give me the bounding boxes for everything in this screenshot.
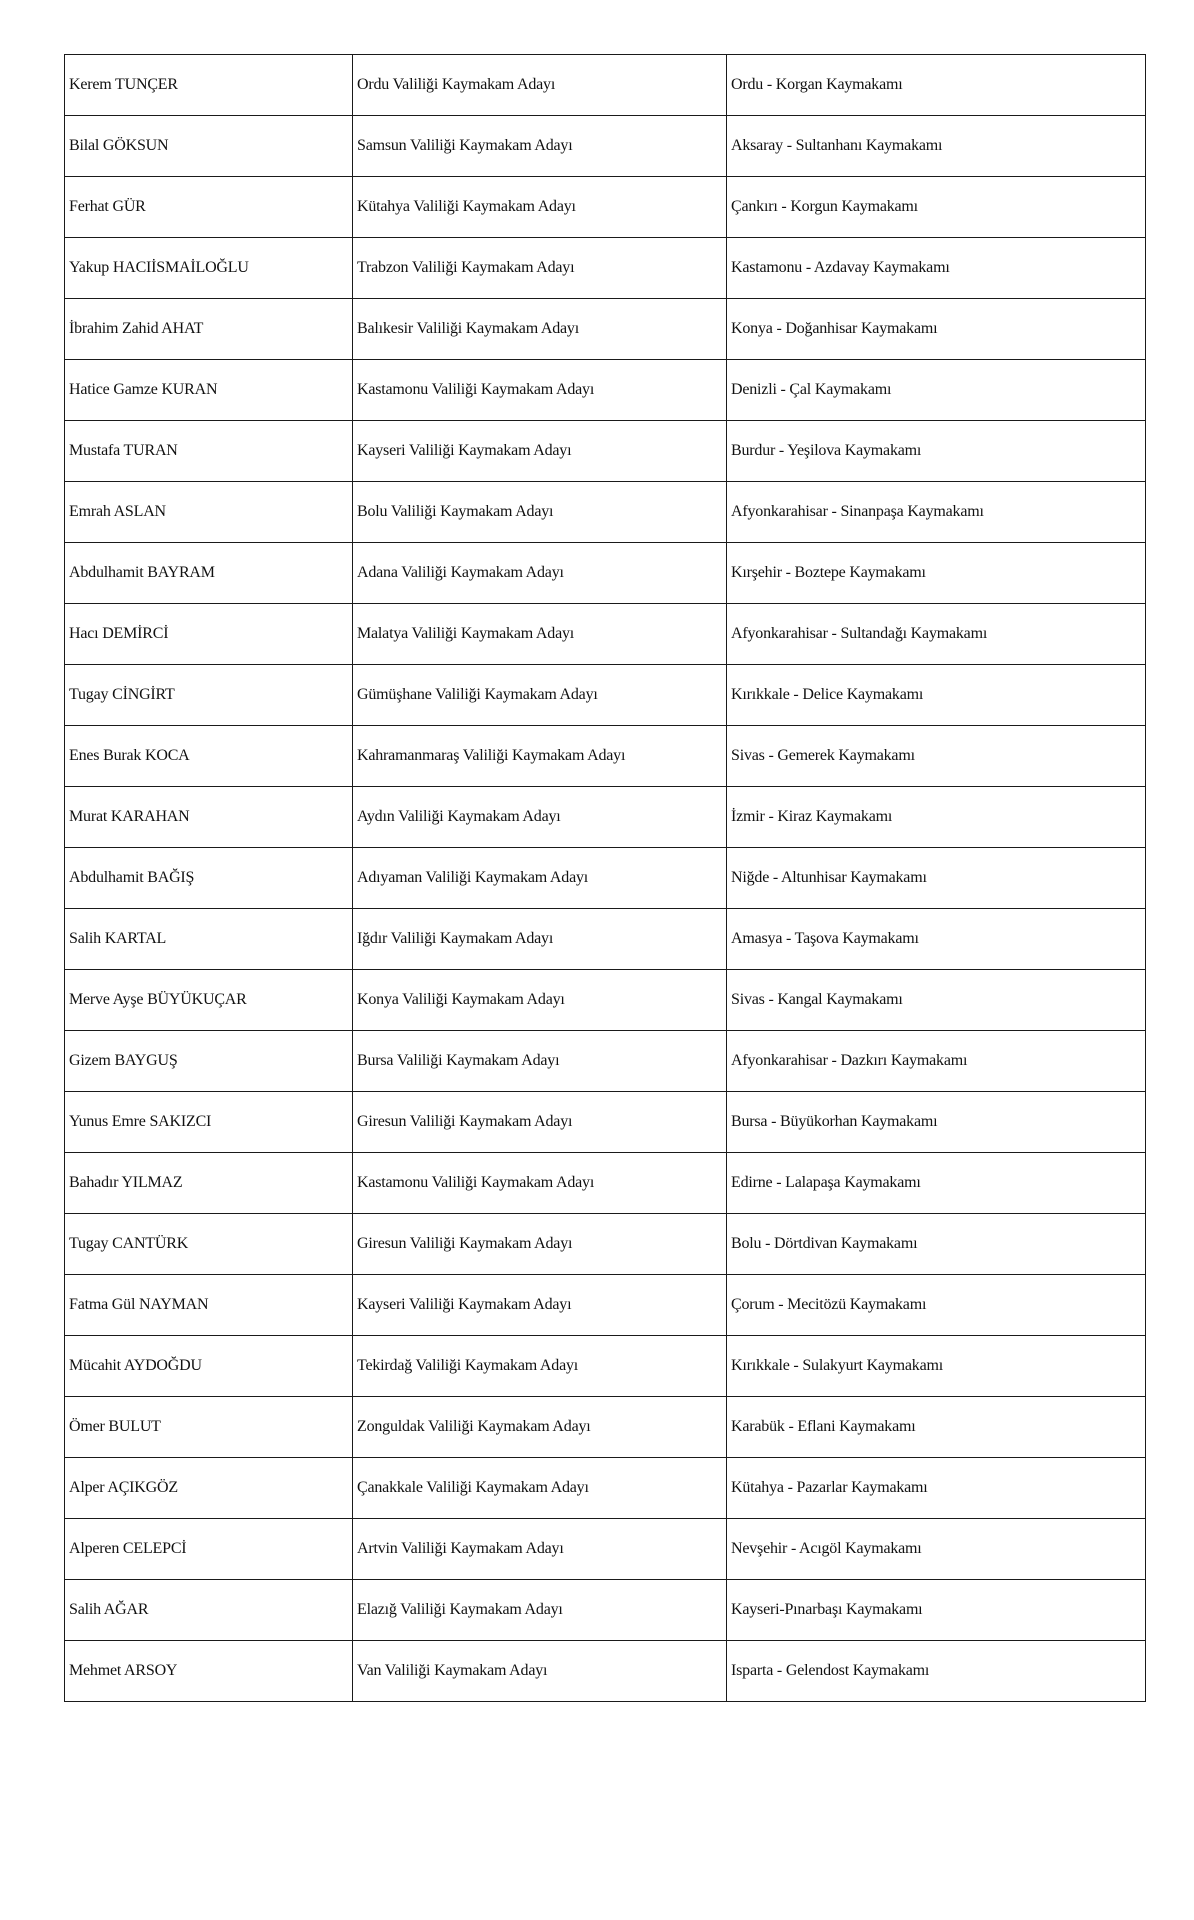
person-name-cell: Tugay CİNGİRT — [65, 665, 353, 726]
person-name-cell: Mehmet ARSOY — [65, 1641, 353, 1702]
table-row — [65, 665, 1146, 726]
new-post-cell: Denizli - Çal Kaymakamı — [727, 360, 1146, 421]
person-name-cell: Enes Burak KOCA — [65, 726, 353, 787]
current-post-cell: Bursa Valiliği Kaymakam Adayı — [353, 1031, 727, 1092]
current-post-cell: Iğdır Valiliği Kaymakam Adayı — [353, 909, 727, 970]
new-post-cell: Isparta - Gelendost Kaymakamı — [727, 1641, 1146, 1702]
table-row — [65, 909, 1146, 970]
person-name-cell: Abdulhamit BAĞIŞ — [65, 848, 353, 909]
new-post-cell: Afyonkarahisar - Sultandağı Kaymakamı — [727, 604, 1146, 665]
person-name-cell: Ömer BULUT — [65, 1397, 353, 1458]
person-name-cell: Bahadır YILMAZ — [65, 1153, 353, 1214]
current-post-cell: Çanakkale Valiliği Kaymakam Adayı — [353, 1458, 727, 1519]
current-post-cell: Bolu Valiliği Kaymakam Adayı — [353, 482, 727, 543]
current-post-cell: Kütahya Valiliği Kaymakam Adayı — [353, 177, 727, 238]
table-row — [65, 1275, 1146, 1336]
new-post-cell: Nevşehir - Acıgöl Kaymakamı — [727, 1519, 1146, 1580]
new-post-cell: Konya - Doğanhisar Kaymakamı — [727, 299, 1146, 360]
current-post-cell: Tekirdağ Valiliği Kaymakam Adayı — [353, 1336, 727, 1397]
new-post-cell: Kırşehir - Boztepe Kaymakamı — [727, 543, 1146, 604]
table-row — [65, 238, 1146, 299]
new-post-cell: Bursa - Büyükorhan Kaymakamı — [727, 1092, 1146, 1153]
person-name-cell: Mustafa TURAN — [65, 421, 353, 482]
person-name-cell: Salih KARTAL — [65, 909, 353, 970]
person-name-cell: Emrah ASLAN — [65, 482, 353, 543]
table-row — [65, 1641, 1146, 1702]
table-row — [65, 360, 1146, 421]
table-row — [65, 421, 1146, 482]
new-post-cell: İzmir - Kiraz Kaymakamı — [727, 787, 1146, 848]
new-post-cell: Edirne - Lalapaşa Kaymakamı — [727, 1153, 1146, 1214]
person-name-cell: Kerem TUNÇER — [65, 55, 353, 116]
new-post-cell: Sivas - Kangal Kaymakamı — [727, 970, 1146, 1031]
assignment-table — [64, 54, 1146, 1702]
person-name-cell: Fatma Gül NAYMAN — [65, 1275, 353, 1336]
table-row — [65, 1336, 1146, 1397]
new-post-cell: Afyonkarahisar - Sinanpaşa Kaymakamı — [727, 482, 1146, 543]
current-post-cell: Konya Valiliği Kaymakam Adayı — [353, 970, 727, 1031]
current-post-cell: Adıyaman Valiliği Kaymakam Adayı — [353, 848, 727, 909]
person-name-cell: Ferhat GÜR — [65, 177, 353, 238]
current-post-cell: Aydın Valiliği Kaymakam Adayı — [353, 787, 727, 848]
current-post-cell: Elazığ Valiliği Kaymakam Adayı — [353, 1580, 727, 1641]
new-post-cell: Aksaray - Sultanhanı Kaymakamı — [727, 116, 1146, 177]
new-post-cell: Kütahya - Pazarlar Kaymakamı — [727, 1458, 1146, 1519]
table-row — [65, 1153, 1146, 1214]
assignment-table-body — [65, 55, 1146, 1702]
table-row — [65, 299, 1146, 360]
new-post-cell: Niğde - Altunhisar Kaymakamı — [727, 848, 1146, 909]
current-post-cell: Trabzon Valiliği Kaymakam Adayı — [353, 238, 727, 299]
current-post-cell: Gümüşhane Valiliği Kaymakam Adayı — [353, 665, 727, 726]
current-post-cell: Adana Valiliği Kaymakam Adayı — [353, 543, 727, 604]
person-name-cell: İbrahim Zahid AHAT — [65, 299, 353, 360]
new-post-cell: Çorum - Mecitözü Kaymakamı — [727, 1275, 1146, 1336]
person-name-cell: Hacı DEMİRCİ — [65, 604, 353, 665]
current-post-cell: Kastamonu Valiliği Kaymakam Adayı — [353, 360, 727, 421]
new-post-cell: Kayseri-Pınarbaşı Kaymakamı — [727, 1580, 1146, 1641]
table-row — [65, 177, 1146, 238]
current-post-cell: Balıkesir Valiliği Kaymakam Adayı — [353, 299, 727, 360]
current-post-cell: Ordu Valiliği Kaymakam Adayı — [353, 55, 727, 116]
person-name-cell: Alperen CELEPCİ — [65, 1519, 353, 1580]
person-name-cell: Tugay CANTÜRK — [65, 1214, 353, 1275]
new-post-cell: Kırıkkale - Sulakyurt Kaymakamı — [727, 1336, 1146, 1397]
person-name-cell: Mücahit AYDOĞDU — [65, 1336, 353, 1397]
person-name-cell: Murat KARAHAN — [65, 787, 353, 848]
table-row — [65, 970, 1146, 1031]
current-post-cell: Giresun Valiliği Kaymakam Adayı — [353, 1092, 727, 1153]
table-row — [65, 1519, 1146, 1580]
table-row — [65, 1092, 1146, 1153]
table-row — [65, 1031, 1146, 1092]
table-row — [65, 1458, 1146, 1519]
current-post-cell: Kayseri Valiliği Kaymakam Adayı — [353, 421, 727, 482]
table-row — [65, 482, 1146, 543]
current-post-cell: Giresun Valiliği Kaymakam Adayı — [353, 1214, 727, 1275]
new-post-cell: Karabük - Eflani Kaymakamı — [727, 1397, 1146, 1458]
table-row — [65, 55, 1146, 116]
person-name-cell: Alper AÇIKGÖZ — [65, 1458, 353, 1519]
person-name-cell: Gizem BAYGUŞ — [65, 1031, 353, 1092]
current-post-cell: Zonguldak Valiliği Kaymakam Adayı — [353, 1397, 727, 1458]
person-name-cell: Abdulhamit BAYRAM — [65, 543, 353, 604]
new-post-cell: Sivas - Gemerek Kaymakamı — [727, 726, 1146, 787]
table-row — [65, 116, 1146, 177]
table-row — [65, 787, 1146, 848]
table-row — [65, 726, 1146, 787]
person-name-cell: Merve Ayşe BÜYÜKUÇAR — [65, 970, 353, 1031]
table-row — [65, 1397, 1146, 1458]
table-row — [65, 543, 1146, 604]
person-name-cell: Yakup HACIİSMAİLOĞLU — [65, 238, 353, 299]
current-post-cell: Malatya Valiliği Kaymakam Adayı — [353, 604, 727, 665]
new-post-cell: Afyonkarahisar - Dazkırı Kaymakamı — [727, 1031, 1146, 1092]
current-post-cell: Samsun Valiliği Kaymakam Adayı — [353, 116, 727, 177]
new-post-cell: Çankırı - Korgun Kaymakamı — [727, 177, 1146, 238]
new-post-cell: Burdur - Yeşilova Kaymakamı — [727, 421, 1146, 482]
current-post-cell: Kahramanmaraş Valiliği Kaymakam Adayı — [353, 726, 727, 787]
person-name-cell: Hatice Gamze KURAN — [65, 360, 353, 421]
current-post-cell: Kastamonu Valiliği Kaymakam Adayı — [353, 1153, 727, 1214]
new-post-cell: Ordu - Korgan Kaymakamı — [727, 55, 1146, 116]
person-name-cell: Salih AĞAR — [65, 1580, 353, 1641]
new-post-cell: Bolu - Dörtdivan Kaymakamı — [727, 1214, 1146, 1275]
table-row — [65, 1214, 1146, 1275]
current-post-cell: Artvin Valiliği Kaymakam Adayı — [353, 1519, 727, 1580]
current-post-cell: Kayseri Valiliği Kaymakam Adayı — [353, 1275, 727, 1336]
table-row — [65, 848, 1146, 909]
new-post-cell: Kırıkkale - Delice Kaymakamı — [727, 665, 1146, 726]
table-row — [65, 1580, 1146, 1641]
new-post-cell: Amasya - Taşova Kaymakamı — [727, 909, 1146, 970]
current-post-cell: Van Valiliği Kaymakam Adayı — [353, 1641, 727, 1702]
table-row — [65, 604, 1146, 665]
person-name-cell: Yunus Emre SAKIZCI — [65, 1092, 353, 1153]
new-post-cell: Kastamonu - Azdavay Kaymakamı — [727, 238, 1146, 299]
person-name-cell: Bilal GÖKSUN — [65, 116, 353, 177]
